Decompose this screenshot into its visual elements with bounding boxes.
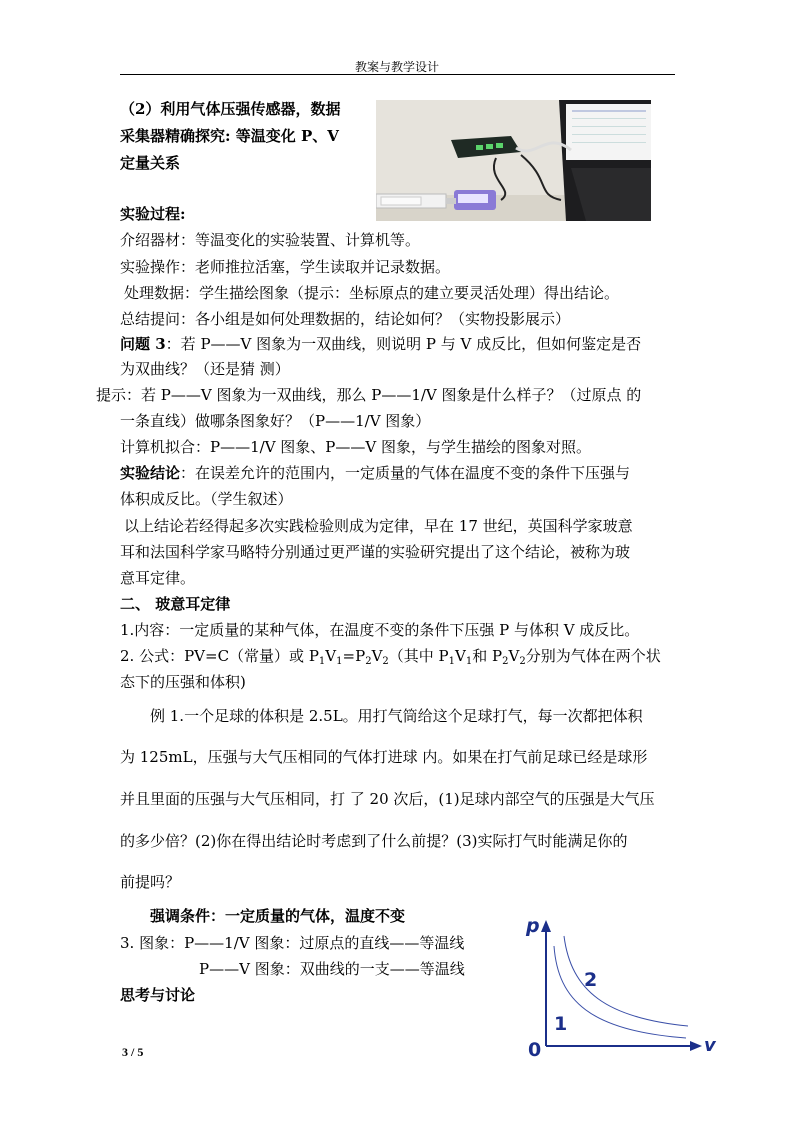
question3-text: ：若 P——V 图象为一双曲线，则说明 P 与 V 成反比，但如何鉴定是否 xyxy=(165,335,642,353)
formula-sub: 2 xyxy=(502,656,509,667)
question3-line1 xyxy=(120,334,641,354)
question3-line2: 为双曲线？（还是猜 测） xyxy=(120,360,290,378)
section2-title-line3: 定量关系 xyxy=(120,154,181,172)
v-axis-label: v xyxy=(704,1035,716,1056)
page-number: 3 / 5 xyxy=(122,1045,144,1059)
hint-line1: 提示：若 P——V 图象为一双曲线，那么 P——1/V 图象是什么样子？（过原点 的 xyxy=(96,386,642,404)
conclusion-label: 实验结论 xyxy=(120,464,181,482)
p-axis-arrow xyxy=(541,920,551,932)
process-intro: 介绍器材：等温变化的实验装置、计算机等。 xyxy=(120,231,421,249)
example-line1: 例 1.一个足球的体积是 2.5L。用打气筒给这个足球打气，每一次都把体积 xyxy=(150,707,643,725)
pv-isotherm-graph xyxy=(506,906,726,1064)
process-title: 实验过程: xyxy=(120,205,186,223)
conclusion-line1 xyxy=(120,463,630,483)
isotherm-curve-2 xyxy=(564,936,688,1026)
apparatus-photo xyxy=(376,100,651,221)
process-operation: 实验操作：老师推拉活塞，学生读取并记录数据。 xyxy=(120,258,451,276)
conclusion-line2: 体积成反比。（学生叙述） xyxy=(120,490,293,508)
formula-suffix: 分别为气体在两个状 xyxy=(525,647,661,665)
history-line1: 以上结论若经得起多次实践检验则成为定律，早在 17 世纪，英国科学家玻意 xyxy=(124,517,633,535)
process-processing: 处理数据：学生描绘图象（提示：坐标原点的建立要灵活处理）得出结论。 xyxy=(124,284,620,302)
origin-label: 0 xyxy=(528,1039,542,1061)
formula-sub: 1 xyxy=(465,656,473,667)
example-line4: 的多少倍？(2)你在得出结论时考虑到了什么前提？(3)实际打气时能满足你的 xyxy=(120,832,628,850)
example-line2: 为 125mL，压强与大气压相同的气体打进球 内。如果在打气前足球已经是球形 xyxy=(120,748,648,766)
question3-label: 问题 3 xyxy=(120,335,166,353)
law-formula-line2: 态下的压强和体积) xyxy=(120,673,246,691)
formula-eq: V xyxy=(455,647,466,665)
curve2-label: 2 xyxy=(584,969,598,991)
p-axis-label: p xyxy=(526,915,540,937)
formula-and: 和 P xyxy=(472,647,503,665)
formula-eq: V xyxy=(508,647,520,665)
isotherm-curve-1 xyxy=(554,946,686,1038)
process-summary: 总结提问：各小组是如何处理数据的，结论如何？（实物投影展示） xyxy=(120,310,571,328)
hint-line2: 一条直线）做哪条图象好？（P——1/V 图象） xyxy=(120,412,431,430)
law-content: 1.内容：一定质量的某种气体，在温度不变的条件下压强 P 与体积 V 成反比。 xyxy=(120,621,640,639)
section2-title-line2: 采集器精确探究: 等温变化 P、V xyxy=(120,127,339,145)
formula-prefix: 2. 公式：PV=C（常量）或 P xyxy=(120,647,319,665)
v-axis-arrow xyxy=(690,1041,702,1051)
formula-sub: 1 xyxy=(448,656,456,667)
formula-sub: 2 xyxy=(382,656,389,667)
conclusion-text: ：在误差允许的范围内，一定质量的气体在温度不变的条件下压强与 xyxy=(180,464,631,482)
formula-eq: V xyxy=(371,647,383,665)
formula-sub: 2 xyxy=(519,656,526,667)
section2-title-line1: （2）利用气体压强传感器，数据 xyxy=(120,100,341,118)
page-header: 教案与教学设计 xyxy=(354,60,439,74)
computer-fit: 计算机拟合：P——1/V 图象、P——V 图象，与学生描绘的图象对照。 xyxy=(120,438,591,456)
history-line3: 意耳定律。 xyxy=(120,569,196,587)
graphs-line1: 3. 图象：P——1/V 图象：过原点的直线——等温线 xyxy=(120,934,465,952)
example-line5: 前提吗？ xyxy=(120,873,181,891)
curve1-label: 1 xyxy=(554,1013,568,1035)
law-title: 二、 玻意耳定律 xyxy=(120,595,231,613)
history-line2: 耳和法国科学家马略特分别通过更严谨的实验研究提出了这个结论，被称为玻 xyxy=(120,543,631,561)
formula-mid: （其中 P xyxy=(388,647,449,665)
formula-eq: V xyxy=(325,647,337,665)
header-rule xyxy=(120,74,675,75)
graphs-line2: P——V 图象：双曲线的一支——等温线 xyxy=(199,960,465,978)
discussion-title: 思考与讨论 xyxy=(120,986,196,1004)
formula-sub: 2 xyxy=(365,656,372,667)
formula-sub: 1 xyxy=(318,656,326,667)
formula-sub: 1 xyxy=(336,656,343,667)
example-line3: 并且里面的压强与大气压相同，打 了 20 次后，(1)足球内部空气的压强是大气压 xyxy=(120,790,655,808)
emphasis: 强调条件：一定质量的气体，温度不变 xyxy=(150,907,406,925)
formula-eq2: =P xyxy=(342,647,366,665)
law-formula-line1 xyxy=(120,646,661,666)
